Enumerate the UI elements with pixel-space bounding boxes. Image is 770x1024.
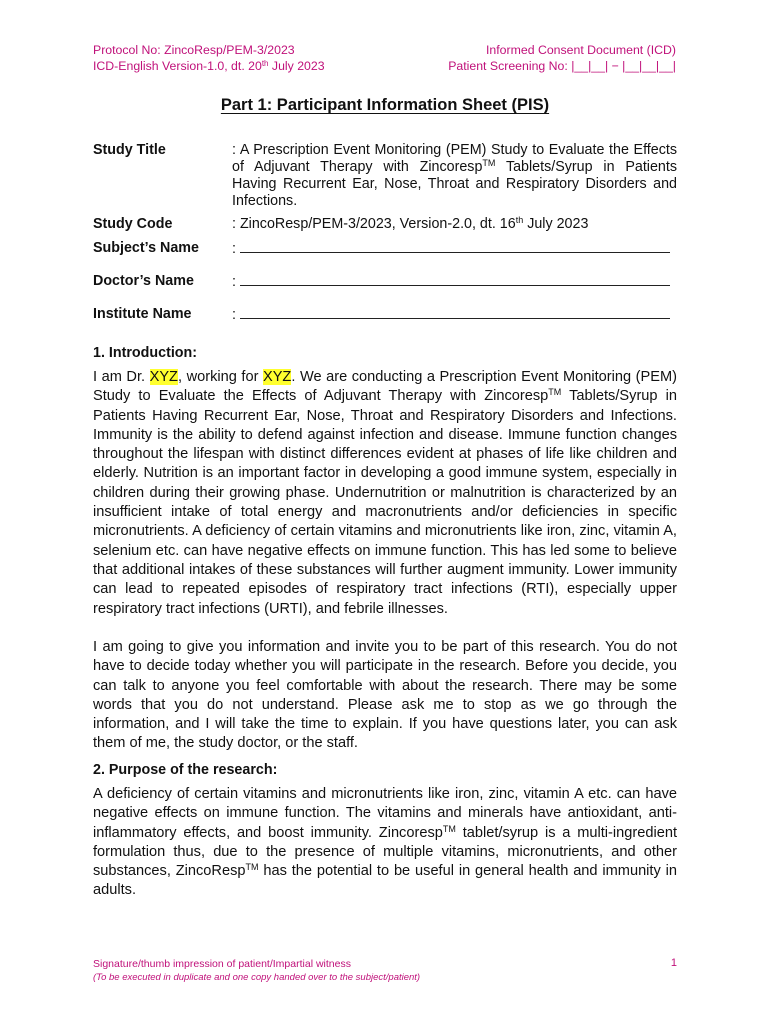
patient-screening-number: Patient Screening No: |__|__| − |__|__|__|: [448, 59, 676, 73]
highlighted-placeholder: XYZ: [149, 369, 178, 385]
icd-version: ICD-English Version-1.0, dt. 20th July 2023: [93, 59, 325, 73]
doctor-name-field[interactable]: [240, 273, 670, 286]
purpose-heading: 2. Purpose of the research:: [93, 762, 278, 778]
study-code-label: Study Code: [93, 216, 173, 232]
subject-name-row: Subject’s Name :: [93, 240, 677, 258]
header-left: [93, 42, 325, 74]
footer: [93, 957, 420, 985]
introduction-heading: 1. Introduction:: [93, 345, 198, 361]
highlighted-placeholder: XYZ: [262, 369, 292, 385]
subject-name-label: Subject’s Name: [93, 240, 199, 256]
page-title: Part 1: Participant Information Sheet (PIS): [220, 96, 550, 114]
footer-note: (To be executed in duplicate and one copy handed over to the subject/patient): [93, 972, 421, 983]
document-type: Informed Consent Document (ICD): [486, 43, 676, 57]
purpose-paragraph: A deficiency of certain vitamins and micronutrients like iron, zinc, vitamin A etc. can have negative effects on immune function. The vitamins and minerals have antioxidant, anti-inflammatory effects, and boost immunity. Zincoresp™ tablet/syrup is a multi-ingredient formulation thus, due to the presence of multiple vitamins, micronutrients, and other substances, ZincoResp™ has the potential to be useful in general health and immunity in adults.: [93, 786, 678, 899]
institute-name-label: Institute Name: [93, 306, 192, 322]
introduction-paragraph-1: I am Dr. XYZ, working for XYZ. We are conducting a Prescription Event Monitoring (PEM) Study to Evaluate the Effects of Adjuvant Therapy with Zincoresp™ Tablets/Syrup in Patients Having Recurrent Ear, Nose, Throat and Respiratory Disorders and Infections. Immunity is the ability to defend against infection and disease. Immune function changes throughout the lifespan with distinct differences evident at phases of life like children and elderly. Nutrition is an important factor in developing a good immune system, especially in children during their growing phase. Undernutrition or malnutrition is characterized by an insufficient intake of total energy and macronutrients and/or deficiencies in specific micronutrients. A deficiency of certain vitamins and micronutrients like iron, zinc, vitamin A, selenium etc. can have negative effects on immune function. This has led some to believe that additional intakes of these substances will further augment immunity. Lower immunity can lead to repeated episodes of respiratory tract infections (RTI), especially upper respiratory tract infections (URTI), and febrile illnesses.: [93, 369, 677, 617]
institute-name-field[interactable]: [240, 306, 670, 319]
protocol-number: Protocol No: ZincoResp/PEM-3/2023: [93, 43, 295, 57]
study-title-label: Study Title: [93, 142, 166, 158]
study-code-value: : ZincoResp/PEM-3/2023, Version-2.0, dt. 16th July 2023: [232, 215, 589, 232]
institute-name-row: Institute Name :: [93, 306, 677, 324]
study-code-row: [93, 216, 677, 234]
signature-label: Signature/thumb impression of patient/Impartial witness: [93, 958, 351, 970]
study-title-row: [93, 142, 677, 212]
page-number: 1: [670, 957, 677, 969]
header-right: [448, 42, 676, 74]
introduction-paragraph-2: I am going to give you information and invite you to be part of this research. You do not have to decide today whether you will participate in the research. Before you decide, you can talk to anyone you feel comfortable with about the research. There may be some words that you do not understand. Please ask me to stop as we go through the information, and I will take the time to explain. If you have questions later, you can ask them of me, the study doctor, or the staff.: [93, 639, 677, 752]
study-title-value: : A Prescription Event Monitoring (PEM) Study to Evaluate the Effects of Adjuvant Therapy with Zincoresp™ Tablets/Syrup in Patients Having Recurrent Ear, Nose, Throat and Respiratory Disorders and Infections.: [232, 142, 677, 209]
doctor-name-label: Doctor’s Name: [93, 273, 194, 289]
subject-name-field[interactable]: [240, 240, 670, 253]
doctor-name-row: Doctor’s Name :: [93, 273, 677, 291]
